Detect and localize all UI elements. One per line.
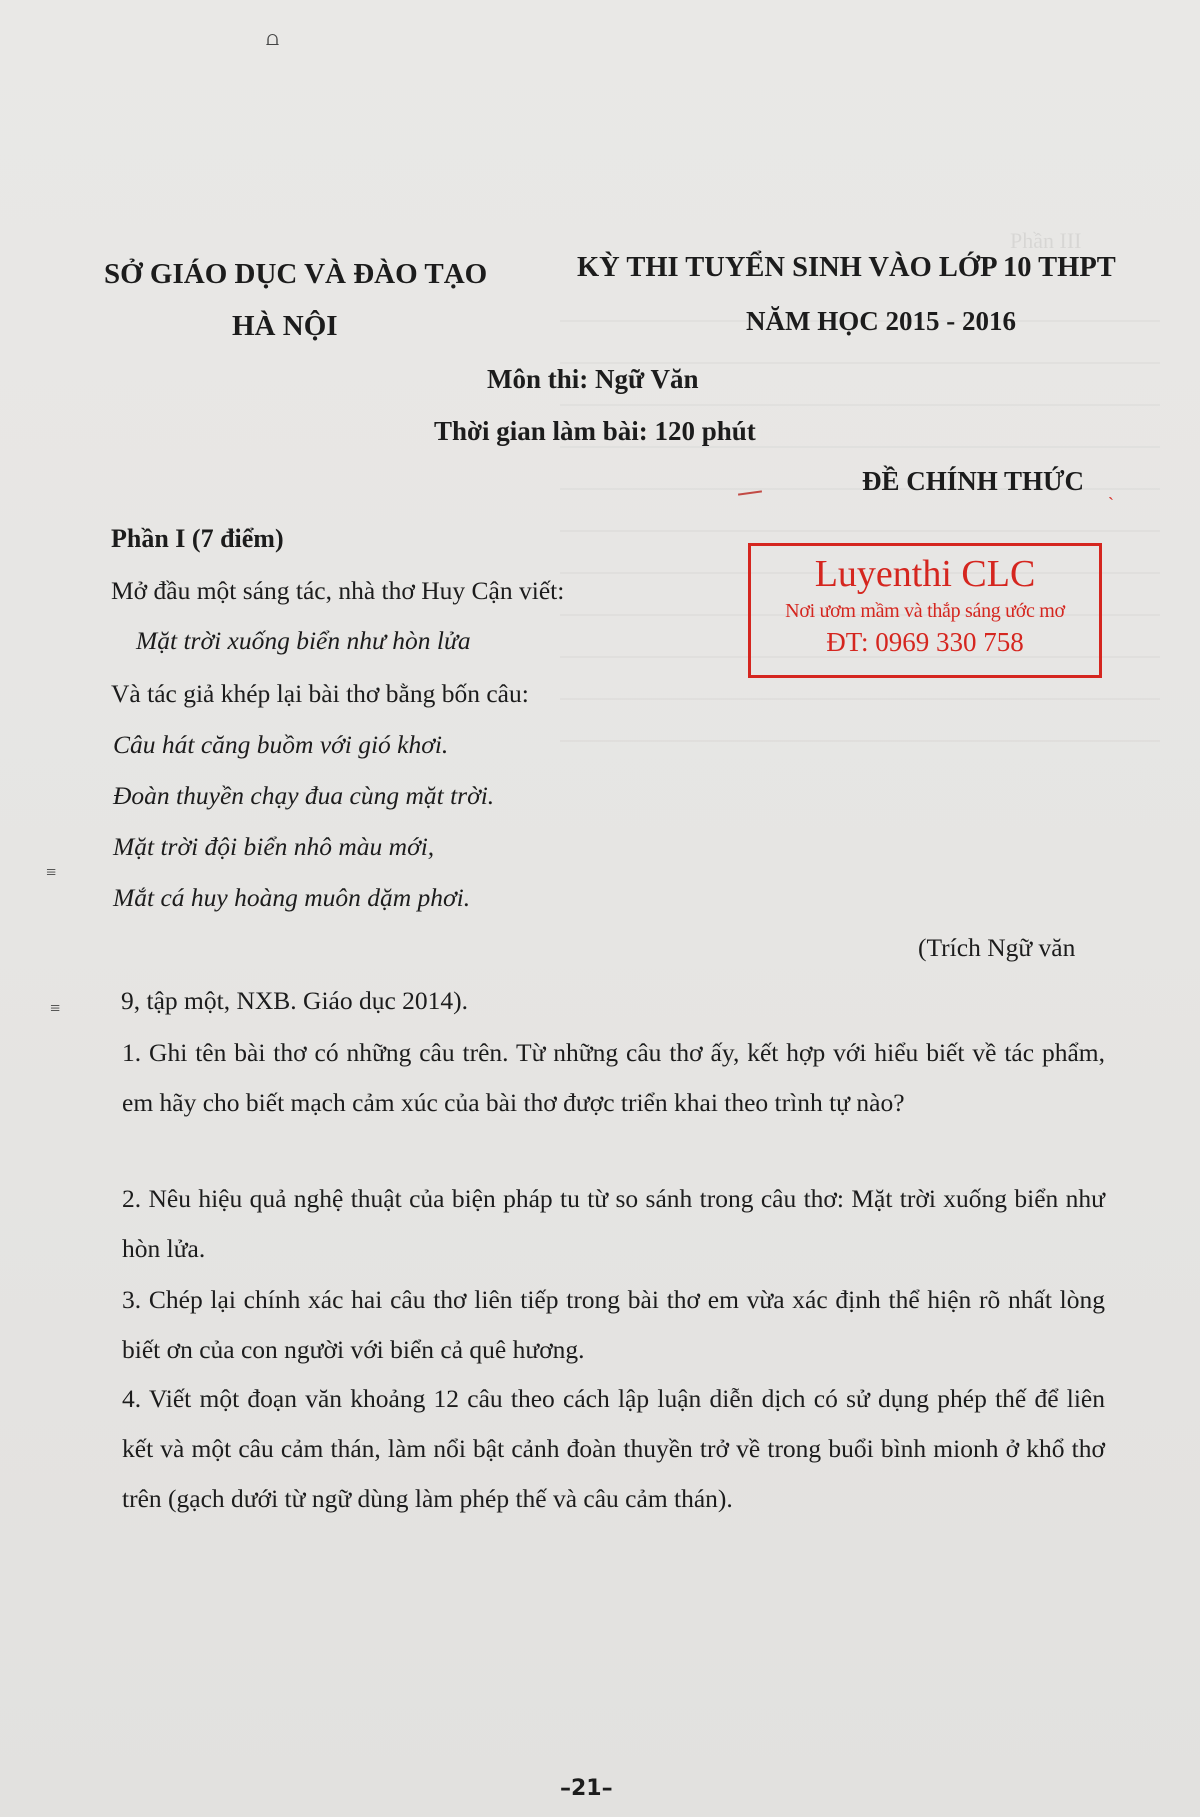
bleed-through-text: Phần III <box>1010 228 1082 253</box>
official-label: ĐỀ CHÍNH THỨC <box>862 466 1085 496</box>
part-title: Phần I (7 điểm) <box>111 524 284 553</box>
question-3: 3. Chép lại chính xác hai câu thơ liên tiếp trong bài thơ em vừa xác định thể hiện rõ nhất lòng biết ơn của con người với biển cả quê hương. <box>122 1285 1105 1364</box>
margin-mark: ≡ <box>50 998 61 1018</box>
page-number: –21– <box>560 1776 613 1801</box>
bleed-through-lines <box>560 280 1160 760</box>
source-citation: (Trích Ngữ văn <box>918 933 1076 962</box>
exam-title: KỲ THI TUYỂN SINH VÀO LỚP 10 THPT <box>577 252 1116 283</box>
closing-intro-text: Và tác giả khép lại bài thơ bằng bốn câu: <box>111 679 529 708</box>
question-2: 2. Nêu hiệu quả nghệ thuật của biện pháp tu từ so sánh trong câu thơ: Mặt trời xuống biển như hòn lửa. <box>122 1184 1105 1263</box>
school-year: NĂM HỌC 2015 - 2016 <box>746 306 1016 336</box>
red-tick-mark: ˎ <box>1108 480 1114 500</box>
stamp-phone: ĐT: 0969 330 758 <box>826 626 1024 657</box>
source-citation-cont: 9, tập một, NXB. Giáo dục 2014). <box>121 986 469 1015</box>
stanza-line: Mắt cá huy hoàng muôn dặm phơi. <box>113 883 471 912</box>
watermark-stamp <box>748 543 1102 678</box>
question-4: 4. Viết một đoạn văn khoảng 12 câu theo cách lập luận diễn dịch có sử dụng phép thế để liên kết và một câu cảm thán, làm nổi bật cảnh đoàn thuyền trở về trong buổi bình mionh ở khổ thơ trên (gạch dưới từ ngữ dùng làm phép thế và câu cảm thán). <box>122 1384 1105 1513</box>
stanza-line: Mặt trời đội biển nhô màu mới, <box>113 832 435 861</box>
department-city: HÀ NỘI <box>232 310 338 342</box>
opening-verse: Mặt trời xuống biển như hòn lửa <box>136 626 471 655</box>
intro-text: Mở đầu một sáng tác, nhà thơ Huy Cận viết: <box>111 576 565 605</box>
stanza-line: Đoàn thuyền chạy đua cùng mặt trời. <box>113 781 495 810</box>
stamp-slogan: Nơi ươm mầm và thắp sáng ước mơ <box>785 599 1065 622</box>
margin-mark: ≡ <box>46 862 57 882</box>
question-1: 1. Ghi tên bài thơ có những câu trên. Từ những câu thơ ấy, kết hợp với hiểu biết về tác phẩm, em hãy cho biết mạch cảm xúc của bài thơ được triển khai theo trình tự nào? <box>122 1038 1105 1117</box>
margin-mark: ⩍ <box>266 28 279 50</box>
duration: Thời gian làm bài: 120 phút <box>434 416 756 446</box>
stanza-line: Câu hát căng buồm với gió khơi. <box>113 730 449 759</box>
stamp-brand: Luyenthi CLC <box>814 553 1036 595</box>
department-name: SỞ GIÁO DỤC VÀ ĐÀO TẠO <box>104 258 488 290</box>
subject: Môn thi: Ngữ Văn <box>487 364 699 394</box>
